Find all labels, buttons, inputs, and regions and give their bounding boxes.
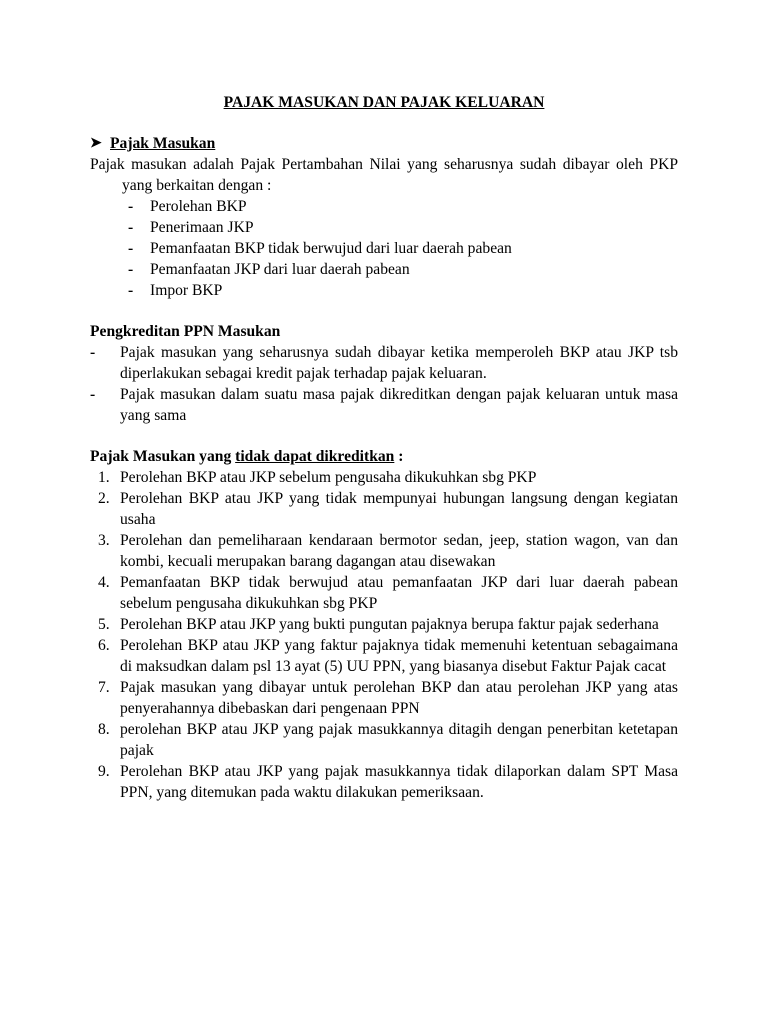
section-heading-label: Pajak Masukan (110, 135, 216, 152)
dash-bullet: - (128, 198, 134, 215)
list-item: 3. Perolehan dan pemeliharaan kendaraan bermotor sedan, jeep, station wagon, van dan kombi, kecuali merupakan barang dagangan atau disewakan (98, 532, 678, 570)
dash-bullet: - (128, 240, 134, 257)
list-number: 5. (98, 616, 110, 633)
list-item: 8. perolehan BKP atau JKP yang pajak masukkannya ditagih dengan penerbitan ketetapan pajak (98, 721, 678, 759)
list-item: - Pajak masukan yang seharusnya sudah dibayar ketika memperoleh BKP atau JKP tsb diperlakukan sebagai kredit pajak terhadap pajak keluaran. (90, 344, 678, 382)
list-item: - Impor BKP (128, 282, 223, 299)
list-item: - Pajak masukan dalam suatu masa pajak dikreditkan dengan pajak keluaran untuk masa yang sama (90, 386, 678, 424)
list-item: 2. Perolehan BKP atau JKP yang tidak mempunyai hubungan langsung dengan kegiatan usaha (98, 490, 678, 528)
list-number: 6. (98, 637, 110, 654)
section-heading-pengkreditan: Pengkreditan PPN Masukan (90, 323, 281, 340)
dash-bullet: - (90, 386, 96, 403)
section2-list (90, 342, 678, 426)
list-item: - Penerimaan JKP (128, 219, 254, 236)
list-item: 6. Perolehan BKP atau JKP yang faktur pajaknya tidak memenuhi ketentuan sebagaimana di maksudkan dalam psl 13 ayat (5) UU PPN, yang biasanya disebut Faktur Pajak cacat (98, 637, 678, 675)
dash-bullet: - (128, 261, 134, 278)
dash-bullet: - (128, 219, 134, 236)
arrow-bullet-icon: ➤ (90, 136, 102, 151)
list-item: - Perolehan BKP (128, 198, 247, 215)
section1-list (90, 196, 678, 301)
list-number: 1. (98, 469, 110, 486)
document-title: PAJAK MASUKAN DAN PAJAK KELUARAN (223, 94, 545, 111)
list-number: 9. (98, 763, 110, 780)
spacer (90, 426, 678, 446)
list-item: - Pemanfaatan BKP tidak berwujud dari luar daerah pabean (128, 240, 512, 257)
list-number: 4. (98, 574, 110, 591)
dash-bullet: - (90, 344, 96, 361)
section-heading-tidak-dapat-dikreditkan: Pajak Masukan yang tidak dapat dikreditkan : (90, 448, 404, 465)
list-item: 4. Pemanfaatan BKP tidak berwujud atau pemanfaatan JKP dari luar daerah pabean sebelum pengusaha dikukuhkan sbg PKP (98, 574, 678, 612)
dash-bullet: - (128, 282, 134, 299)
list-number: 8. (98, 721, 110, 738)
spacer (90, 301, 678, 321)
section3-numbered-list (90, 467, 678, 803)
list-item: - Pemanfaatan JKP dari luar daerah pabean (128, 261, 410, 278)
list-number: 3. (98, 532, 110, 549)
list-item: 9. Perolehan BKP atau JKP yang pajak masukkannya tidak dilaporkan dalam SPT Masa PPN, yang ditemukan pada waktu dilakukan pemeriksaan. (98, 763, 678, 801)
underlined-phrase: tidak dapat dikreditkan (235, 448, 395, 465)
section-intro-paragraph: Pajak masukan adalah Pajak Pertambahan Nilai yang seharusnya sudah dibayar oleh PKP yang berkaitan dengan : (90, 156, 678, 194)
section-heading-pajak-masukan (90, 133, 678, 154)
list-item: 5. Perolehan BKP atau JKP yang bukti pungutan pajaknya berupa faktur pajak sederhana (98, 616, 659, 633)
list-number: 7. (98, 679, 110, 696)
list-number: 2. (98, 490, 110, 507)
list-item: 7. Pajak masukan yang dibayar untuk perolehan BKP dan atau perolehan JKP yang atas penyerahannya dibebaskan dari pengenaan PPN (98, 679, 678, 717)
list-item: 1. Perolehan BKP atau JKP sebelum pengusaha dikukuhkan sbg PKP (98, 469, 537, 486)
